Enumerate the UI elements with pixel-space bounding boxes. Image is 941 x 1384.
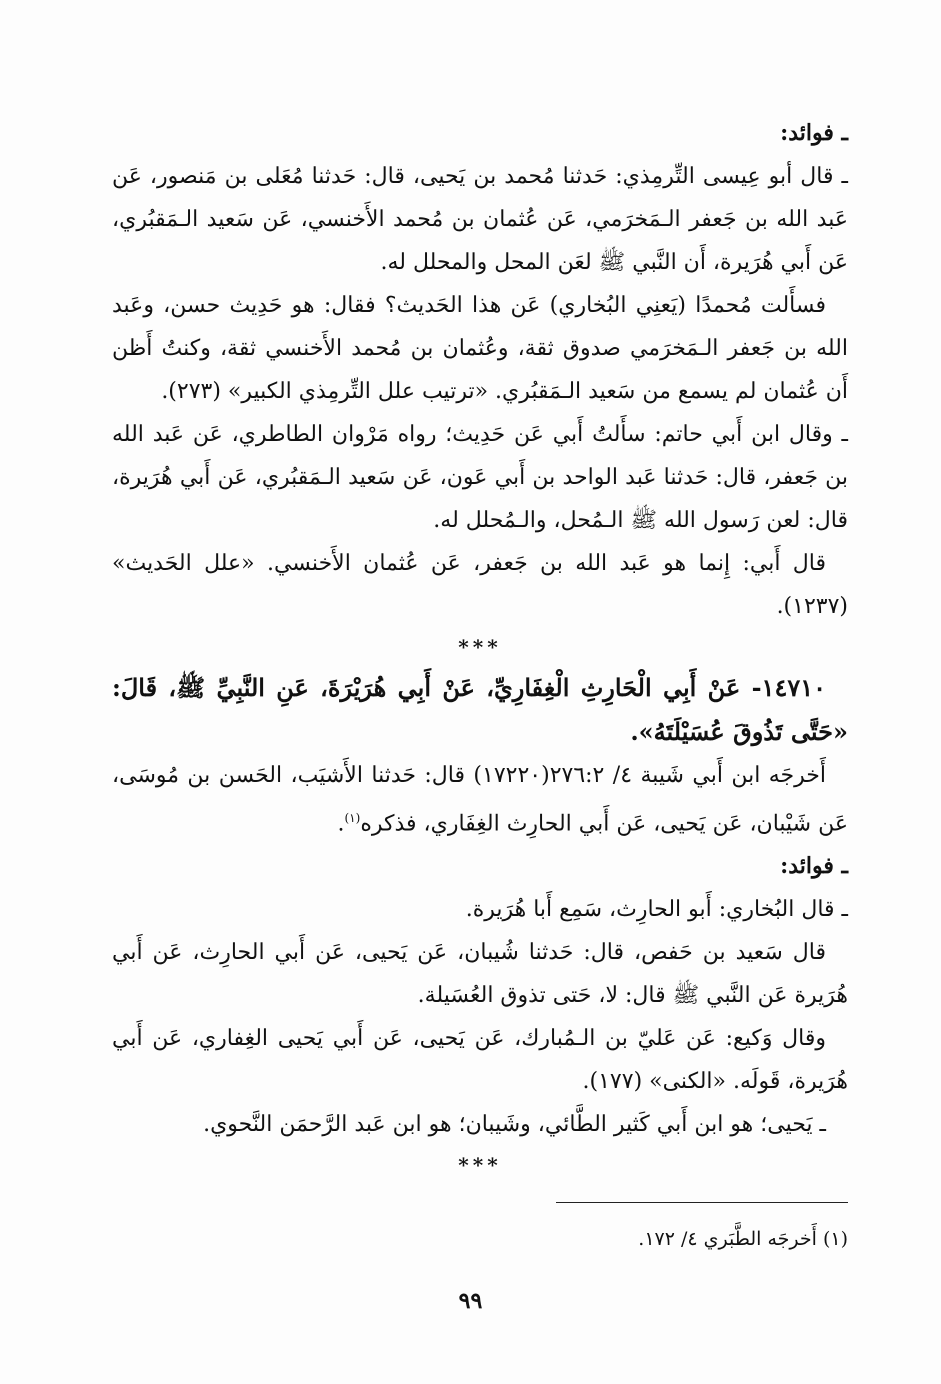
paragraph: أَخرجَه ابن أَبي شَيبة ٤/ ٢٧٦:٢(١٧٢٢٠) قال: حَدثنا الأَشيَب، الحَسن بن مُوسَى، عَن شَيْبان، عَن يَحيى، عَن أَبي الحارِث الغِفَاري، فذكره$^{(١)}$. xyxy=(112,763,848,837)
paragraph-text: أَخرجَه ابن أَبي شَيبة ٤/ ٢٧٦:٢(١٧٢٢٠) قال: حَدثنا الأَشيَب، الحَسن بن مُوسَى، عَن شَيْبان، عَن يَحيى، عَن أَبي الحارِث الغِفَاري، فذكره xyxy=(112,763,848,837)
section-heading: ـ فوائد: xyxy=(780,853,848,880)
footnote-separator xyxy=(556,1202,848,1203)
page-number: ٩٩ xyxy=(458,1288,483,1314)
section-divider: *** xyxy=(458,635,502,659)
paragraph: ـ يَحيى؛ هو ابن أَبي كَثير الطَّائي، وشَيبان؛ هو ابن عَبد الرَّحمَن النَّحوي. xyxy=(203,1112,826,1138)
paragraph: ـ قال أبو عِيسى التِّرمِذي: حَدثنا مُحمد بن يَحيى، قال: حَدثنا مُعَلى بن مَنصور، عَن عَبد الله بن جَعفر الـمَخرَمي، عَن عُثمان بن مُحمد الأَخنسي، عَن سَعيد الـمَقبُري، عَن أَبي هُرَيرة، أَن النَّبي ﷺ لعَن المحل والمحلل له. xyxy=(112,164,848,275)
paragraph: قال سَعيد بن حَفص، قال: حَدثنا شُيبان، عَن يَحيى، عَن أَبي الحارِث، عَن أَبي هُرَيرة عَن النَّبي ﷺ قال: لا، حَتى تذوق العُسَيلة. xyxy=(112,940,848,1009)
section-divider: *** xyxy=(458,1153,502,1178)
paragraph: ـ قال البُخاري: أَبو الحارِث، سَمِع أَبا هُرَيرة. xyxy=(465,897,848,923)
paragraph: ـ وقال ابن أَبي حاتم: سأَلتُ أَبي عَن حَدِيث؛ رواه مَرْوان الطاطري، عَن عَبد الله بن جَعفر، قال: حَدثنا عَبد الواحد بن أَبي عَون، عَن سَعيد الـمَقبُري، عَن أَبي هُرَيرة، قال: لعن رَسول الله ﷺ الـمُحل، والـمُحلل له. xyxy=(112,422,848,533)
main-text xyxy=(112,112,848,1184)
paragraph: وقال وَكيع: عَن عَليّ بن الـمُبارك، عَن يَحيى، عَن أَبي يَحيى الغِفاري، عَن أَبي هُرَيرة، قَولَه. «الكنى» (١٧٧). xyxy=(112,1026,848,1095)
hadith-text: ١٤٧١٠- عَنْ أَبِي الْحَارِثِ الْغِفَارِيِّ، عَنْ أَبِي هُرَيْرَةَ، عَنِ النَّبِيِّ ﷺ، قَالَ: «حَتَّى تَذُوقَ عُسَيْلَتَهُ». xyxy=(112,673,848,746)
footnote: (١) أَخرجَه الطَّبَري ٤/ ١٧٢. xyxy=(638,1228,848,1250)
paragraph: قال أَبي: إِنما هو عَبد الله بن جَعفر، عَن عُثمان الأَخنسي. «علل الحَديث» (١٢٣٧). xyxy=(112,551,848,619)
paragraph: فسأَلت مُحمدًا (يَعنِي البُخاري) عَن هذا الحَديث؟ فقال: هو حَدِيث حسن، وعَبد الله بن جَعفر الـمَخرَمي صدوق ثقة، وعُثمان بن مُحمد الأَخنسي ثقة، وكنتُ أَظن أَن عُثمان لم يسمع من سَعيد الـمَقبُري. «ترتيب علل التِّرمِذي الكبير» (٢٧٣). xyxy=(112,293,848,404)
footnote-reference: (١) xyxy=(344,811,361,825)
section-heading: ـ فوائد: xyxy=(780,120,848,146)
